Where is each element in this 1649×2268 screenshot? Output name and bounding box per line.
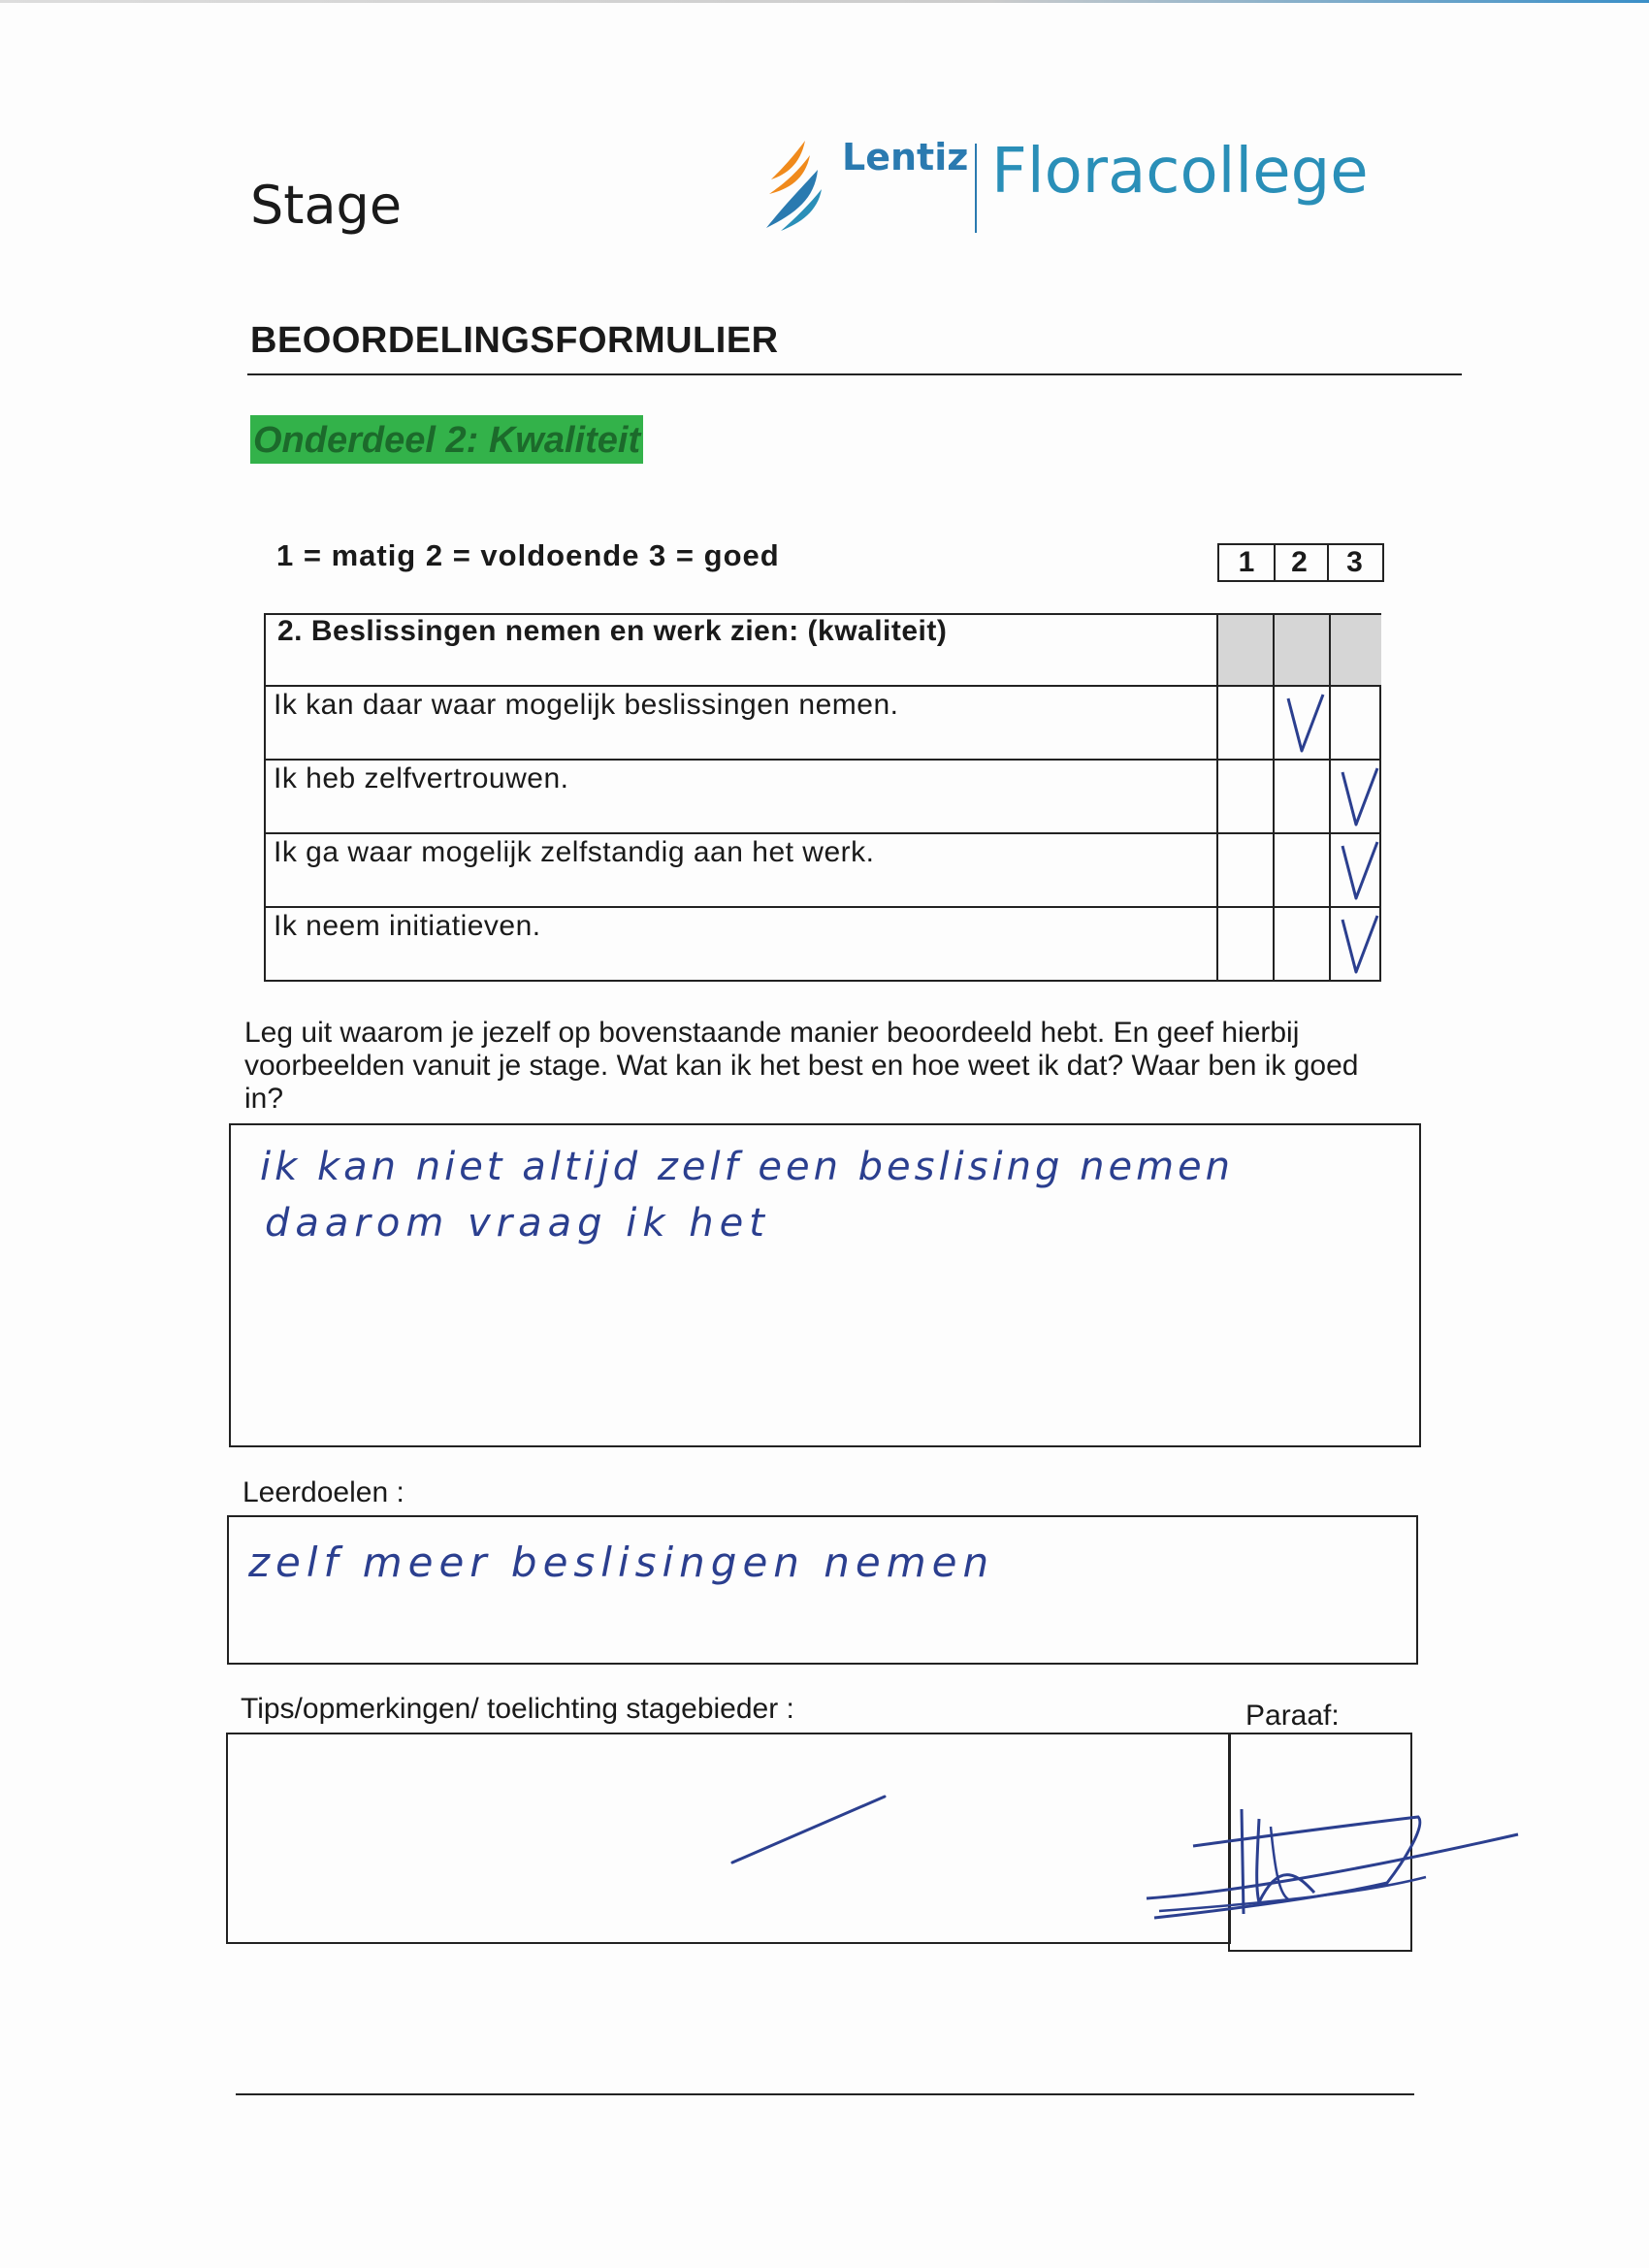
logo-divider [975, 144, 977, 233]
section-label: Onderdeel 2: Kwaliteit [250, 415, 643, 464]
column-divider [1273, 615, 1275, 980]
goals-answer: zelf meer beslisingen nemen [248, 1539, 995, 1586]
lentiz-logo-mark-icon [761, 136, 839, 233]
tips-dash-stroke [718, 1785, 902, 1872]
criterion-text: Ik neem initiatieven. [274, 910, 541, 942]
page-title: Stage [250, 175, 403, 236]
criterion-text: Ik kan daar waar mogelijk beslissingen nemen. [274, 689, 899, 721]
table-heading-row [266, 615, 1381, 687]
check-mark-icon [1339, 766, 1381, 830]
column-divider [1329, 615, 1331, 980]
table-row [266, 834, 1381, 908]
table-row [266, 908, 1381, 980]
explain-answer-box[interactable] [229, 1123, 1421, 1447]
scale-header [1217, 543, 1384, 580]
scale-col-2: 2 [1272, 543, 1329, 582]
scale-col-3: 3 [1327, 543, 1384, 582]
goals-answer-box[interactable] [227, 1515, 1418, 1665]
table-heading: 2. Beslissingen nemen en werk zien: (kwaliteit) [277, 615, 948, 647]
check-mark-icon [1284, 693, 1327, 757]
form-title: BEOORDELINGSFORMULIER [250, 320, 779, 361]
criterion-text: Ik ga waar mogelijk zelfstandig aan het werk. [274, 836, 875, 868]
explain-answer-line2: daarom vraag ik het [265, 1201, 770, 1246]
paraaf-label: Paraaf: [1245, 1700, 1340, 1732]
explain-answer-line1: ik kan niet altijd zelf een beslising nemen [260, 1145, 1235, 1189]
column-divider [1216, 615, 1218, 980]
title-underline [247, 373, 1462, 375]
goals-label: Leerdoelen : [242, 1476, 404, 1508]
footer-rule [236, 2093, 1414, 2095]
rating-table [264, 613, 1381, 982]
criterion-text: Ik heb zelfvertrouwen. [274, 762, 569, 794]
scan-top-edge [0, 0, 1649, 3]
table-row [266, 761, 1381, 834]
check-mark-icon [1339, 914, 1381, 978]
scale-col-1: 1 [1217, 543, 1276, 582]
scale-legend: 1 = matig 2 = voldoende 3 = goed [276, 538, 780, 572]
tips-label: Tips/opmerkingen/ toelichting stagebieder : [241, 1693, 794, 1725]
check-mark-icon [1339, 840, 1381, 904]
signature-icon [1135, 1799, 1523, 1935]
explain-prompt: Leg uit waarom je jezelf op bovenstaande manier beoordeeld hebt. En geef hierbij voorbeelden vanuit je stage. Wat kan ik het best en hoe weet ik dat? Waar ben ik goed in? [244, 1017, 1359, 1115]
logo-college: Floracollege [991, 136, 1369, 208]
logo-brand: Lentiz [842, 136, 969, 178]
table-row [266, 687, 1381, 761]
